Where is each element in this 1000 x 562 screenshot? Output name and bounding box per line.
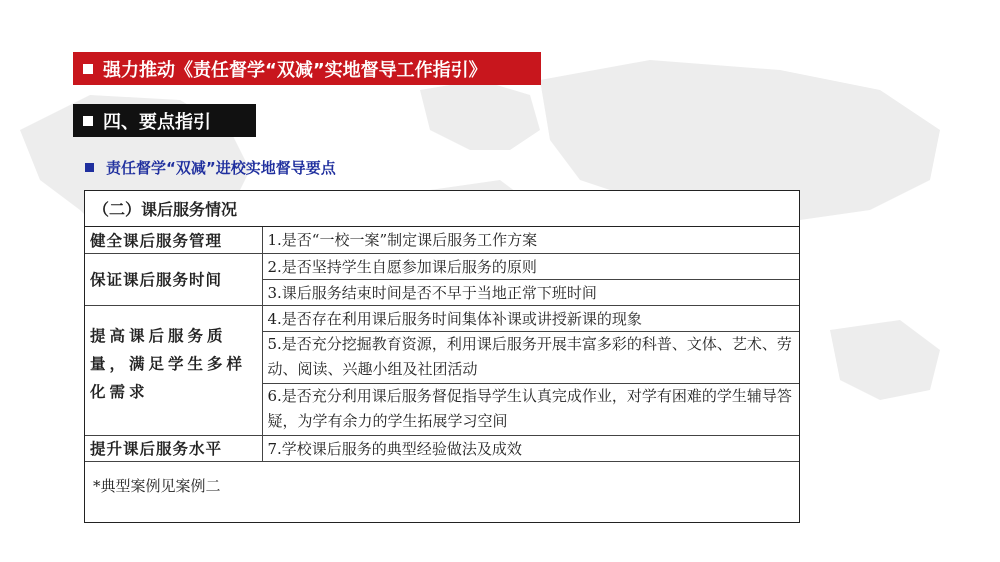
table-row <box>85 227 799 253</box>
row-item: 4.是否存在利用课后服务时间集体补课或讲授新课的现象 <box>262 305 799 331</box>
row-label: 保证课后服务时间 <box>85 253 262 305</box>
document-note: *典型案例见案例二 <box>93 476 221 495</box>
title-banner <box>73 52 541 85</box>
section-text: 四、要点指引 <box>103 111 211 133</box>
row-item: 1.是否“一校一案”制定课后服务工作方案 <box>262 227 799 253</box>
square-bullet-icon <box>83 64 93 74</box>
document-section-title: （二）课后服务情况 <box>85 191 799 227</box>
square-bullet-icon <box>83 116 93 126</box>
requirements-table <box>85 227 799 462</box>
row-item: 5.是否充分挖掘教育资源，利用课后服务开展丰富多彩的科普、文体、艺术、劳动、阅读、兴趣小组及社团活动 <box>262 331 799 383</box>
document-scan <box>84 190 800 523</box>
section-banner <box>73 104 256 137</box>
table-row <box>85 253 799 279</box>
row-label: 健全课后服务管理 <box>85 227 262 253</box>
subtitle-text: 责任督学“双减”进校实地督导要点 <box>106 158 336 177</box>
square-bullet-icon <box>85 163 94 172</box>
title-text: 强力推动《责任督学“双减”实地督导工作指引》 <box>103 59 487 81</box>
row-label: 提高课后服务质量，满足学生多样化需求 <box>85 305 262 435</box>
row-label: 提升课后服务水平 <box>85 435 262 461</box>
row-item: 3.课后服务结束时间是否不早于当地正常下班时间 <box>262 279 799 305</box>
row-item: 2.是否坚持学生自愿参加课后服务的原则 <box>262 253 799 279</box>
subtitle <box>85 156 336 178</box>
row-item: 7.学校课后服务的典型经验做法及成效 <box>262 435 799 461</box>
table-row <box>85 435 799 461</box>
table-row <box>85 305 799 331</box>
row-item: 6.是否充分利用课后服务督促指导学生认真完成作业，对学有困难的学生辅导答疑，为学有余力的学生拓展学习空间 <box>262 383 799 435</box>
